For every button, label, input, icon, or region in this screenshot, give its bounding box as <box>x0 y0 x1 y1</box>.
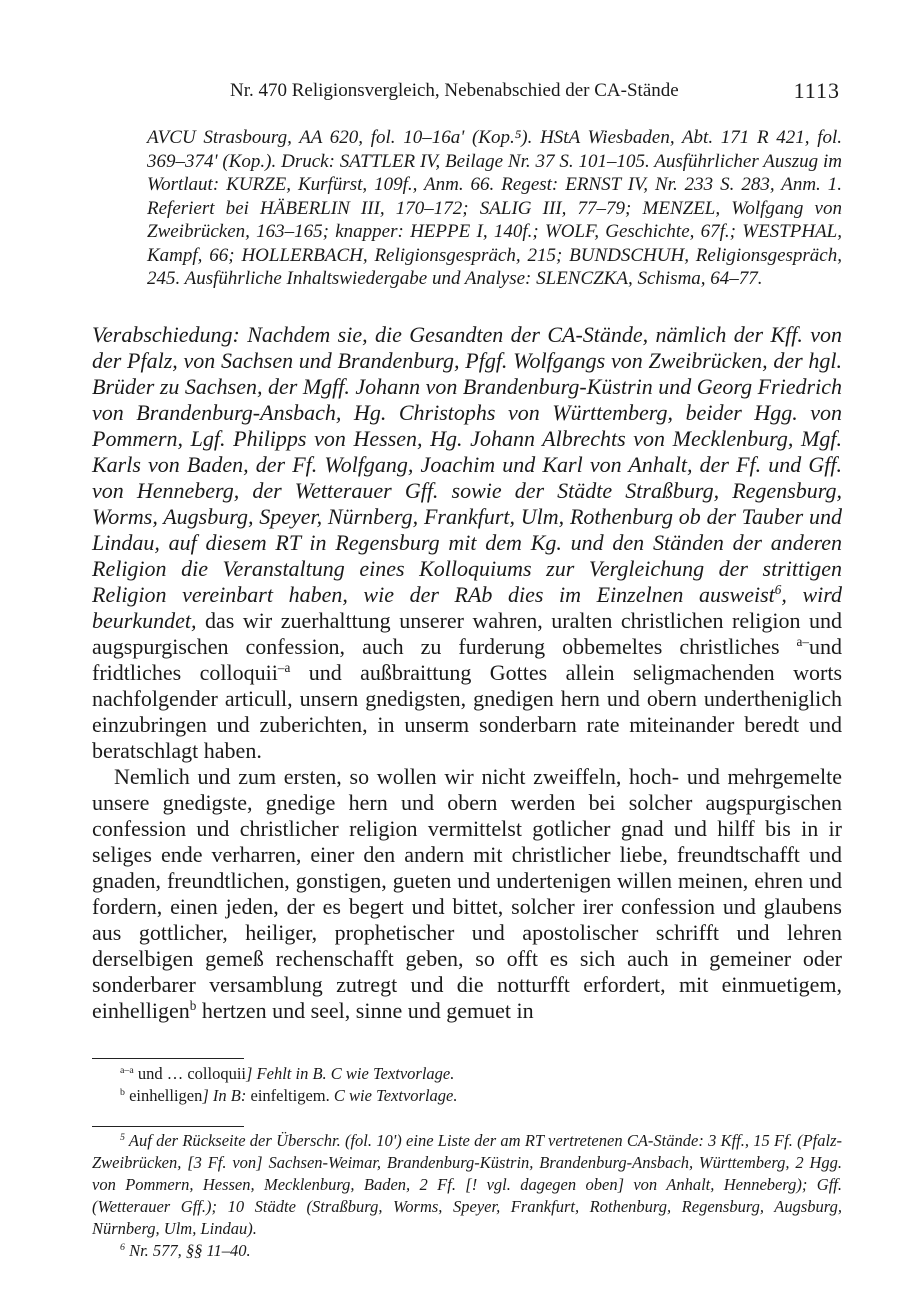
footnote-text: Nr. 577, §§ 11–40. <box>124 1241 251 1260</box>
apparatus-note-comment: ] In B: <box>202 1086 247 1105</box>
apparatus-ref-a-start: a– <box>796 634 809 650</box>
footnote-mark: 6 <box>120 1242 125 1254</box>
body-text-1a: das wir zuerhalttung unserer wahren, uralten christlichen religion und augspurgischen confession, auch zu furderung obbemeltes christliches <box>92 608 842 659</box>
footnote-ref-6: 6 <box>774 582 782 598</box>
running-title: Nr. 470 Religionsvergleich, Nebenabschied der CA-Stände <box>230 80 679 101</box>
footnote-6 <box>92 1240 842 1262</box>
footnote-5 <box>92 1130 842 1240</box>
apparatus-notes <box>92 1063 842 1107</box>
paragraph-1 <box>92 322 842 764</box>
apparatus-ref-b: b <box>189 998 197 1014</box>
apparatus-note-mark: b <box>120 1087 125 1099</box>
body-text-1c: und außbraittung Gottes allein seligmachenden worts nachfolgender articull, unsern gnedigsten, gnedigen hern und obern undertheniglich einzubringen und zuberichten, in unserm sonderbarn rate miteinander beredt und beratschlagt haben. <box>92 660 843 763</box>
source-citations: AVCU Strasbourg, AA 620, fol. 10–16a' (Kop.⁵). HStA Wiesbaden, Abt. 171 R 421, fol. 369–374' (Kop.). Druck: SATTLER IV, Beilage Nr. 37 S. 101–105. Ausführlicher Auszug im Wortlaut: KURZE, Kurfürst, 109f., Anm. 66. Regest: ERNST IV, Nr. 233 S. 283, Anm. 1. Referiert bei HÄBERLIN III, 170–172; SALIG III, 77–79; MENZEL, Wolfgang von Zweibrücken, 163–165; knapper: HEPPE I, 140f.; WOLF, Geschichte, 67f.; WESTPHAL, Kampf, 66; HOLLERBACH, Religionsgespräch, 215; BUNDSCHUH, Religionsgespräch, 245. Ausführliche Inhaltswiedergabe und Analyse: SLENCZKA, Schisma, 64–77. <box>147 127 842 289</box>
footnote-text: Auf der Rückseite der Überschr. (fol. 10') eine Liste der am RT vertretenen CA-Stände: 3 Kff., 15 Ff. (Pfalz-Zweibrücken, [3 Ff. von] Sachsen-Weimar, Brandenburg-Küstrin, Brandenburg-Ansbach, Württemberg, 2 Hgg. von Pommern, Hessen, Mecklenburg, Baden, 2 Ff. [! vgl. dagegen oben] von Anhalt, Henneberg); Gff. (Wetterauer Gff.); 10 Städte (Straßburg, Worms, Speyer, Frankfurt, Rothenburg, Regensburg, Augsburg, Nürnberg, Ulm, Lindau). <box>92 1131 842 1238</box>
running-head <box>90 78 840 108</box>
page-number: 1113 <box>793 78 840 103</box>
apparatus-divider <box>92 1058 244 1059</box>
body-text-2a: Nemlich und zum ersten, so wollen wir nicht zweiffeln, hoch- und mehrgemelte unsere gnedigste, gnedige hern und obern werden bei solcher augspurgischen confession und christlicher religion vermittelst gotlicher gnad und hilff bis in ir seliges ende verharren, einer den andern mit christlicher liebe, freundtschafft und gnaden, freundtlichen, gonstigen, gueten und undertenigen willen meinen, ehren und fordern, einen jeden, der es begert und bittet, solcher irer confession und glaubens aus gottlicher, heiliger, prophetischer und apostolischer schrifft und lehren derselbigen gemeß rechenschafft geben, so offt es sich auch in gemeiner oder sonderbarer versamblung zutregt und die notturfft erfordert, mit einmuetigem, einhelligen <box>92 764 842 1023</box>
apparatus-note-a <box>92 1063 842 1085</box>
apparatus-note-variant: einfeltigem. <box>246 1086 334 1105</box>
historical-footnotes <box>92 1130 842 1262</box>
apparatus-note-comment-end: C wie Textvorlage. <box>333 1086 458 1105</box>
body-text-1b: und fridtliches colloquii <box>92 634 842 685</box>
footnote-divider <box>92 1126 244 1127</box>
body-text-2b: hertzen und seel, sinne und gemuet in <box>196 998 534 1023</box>
footnote-mark: 5 <box>120 1132 125 1144</box>
paragraph-2 <box>92 764 842 1024</box>
main-text <box>92 322 842 1024</box>
preamble-italic-end: , wird beurkundet, <box>92 582 842 633</box>
apparatus-ref-a-end: –a <box>277 660 291 676</box>
apparatus-note-lemma: und … colloquii <box>133 1064 247 1083</box>
preamble-italic: Verabschiedung: Nachdem sie, die Gesandten der CA-Stände, nämlich der Kff. von der Pfalz, von Sachsen und Brandenburg, Pfgf. Wolfgangs von Zweibrücken, der hgl. Brüder zu Sachsen, der Mgff. Johann von Brandenburg-Küstrin und Georg Friedrich von Brandenburg-Ansbach, Hg. Christophs von Württemberg, beider Hgg. von Pommern, Lgf. Philipps von Hessen, Hg. Johann Albrechts von Mecklenburg, Mgf. Karls von Baden, der Ff. Wolfgang, Joachim und Karl von Anhalt, der Ff. und Gff. von Henneberg, der Wetterauer Gff. sowie der Städte Straßburg, Regensburg, Worms, Augsburg, Speyer, Nürnberg, Frankfurt, Ulm, Rothenburg ob der Tauber und Lindau, auf diesem RT in Regensburg mit dem Kg. und den Ständen der anderen Religion die Veranstaltung eines Kolloquiums zur Vergleichung der strittigen Religion vereinbart haben, wie der RAb dies im Einzelnen ausweist <box>92 322 842 607</box>
apparatus-note-mark: a–a <box>120 1065 134 1077</box>
apparatus-note-lemma: einhelligen <box>124 1086 203 1105</box>
apparatus-note-b <box>92 1085 842 1107</box>
apparatus-note-comment: ] Fehlt in B. C wie Textvorlage. <box>246 1064 455 1083</box>
